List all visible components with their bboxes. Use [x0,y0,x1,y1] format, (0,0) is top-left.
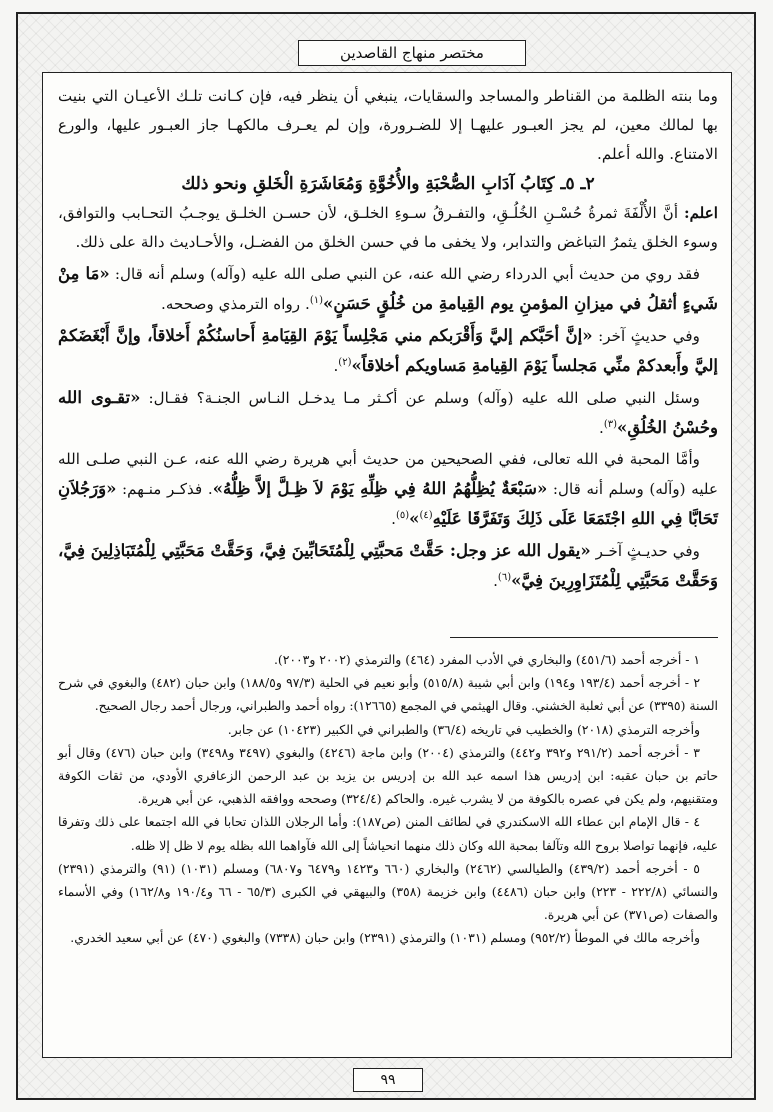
paragraph-7: وفي حديـثٍ آخـر «يقول الله عز وجل: حَقَّتْ مَحبَّتِي لِلْمُتَحَابِّينَ فِيَّ، وَحَقَّتْ مَحَبَّتِي لِلْمُتَبَاذِلِينَ فِيَّ، وَحَقَّتْ مَحَبَّتِي لِلْمُتَزَاوِرِينَ فِيَّ»$^{(٦)}$. [58,541,718,590]
page-number-box [353,1068,423,1092]
paragraph-2 [58,199,718,257]
footnote-5-continued: وأخرجه مالك في الموطأ (٩٥٢/٢) ومسلم (١٠٣١) والترمذي (٢٣٩١) وابن حبان (٧٣٣٨) والبغوي (٤٧٠) عن أبي سعيد الخدري. [70,930,700,946]
footnote-4: ٤ - قال الإمام ابن عطاء الله الاسكندري في لطائف المنن (ص١٨٧): وأما الرجلان اللذان تحابا في الله اجتمعا على ذلك وتفرقا عليه، فإنهما تواصلا بروح الله وتآلفا بمحبة الله وكان ذلك منهما انحياشاً إلى الله فآواهما الله بظله يوم لا ظل إلا ظله. [58,814,718,853]
paragraph-4: وفي حديثٍ آخر: «إنَّ أحَبَّكم إليَّ وَأَقْرَبكم مني مَجْلِساً يَوْمَ القِيَامةِ أَحاسنُكُمْ أَخلاقاً، وإنَّ أَبْغَضَكمْ إليَّ وأَبعدكمْ منِّي مَجلساً يَوْمَ القِيامةِ مَساويكم أخلاقاً»$^{(٢)}$. [58,326,718,375]
paragraph-3-text: فقد روي من حديث أبي الدرداء رضي الله عنه، عن النبي صلى الله عليه (وآله) وسلم أنه قال: [114,265,700,283]
footnote-separator [450,637,718,638]
chapter-heading: ٢ـ ٥ـ كِتَابُ آدَابِ الصُّحْبَةِ والأُخُوَّةِ وَمُعَاشَرَةِ الْخَلقِ ونحو ذلك [181,174,595,194]
paragraph-5: وسئل النبي صلى الله عليه (وآله) وسلم عن أكـثر مـا يدخـل النـاس الجنـة؟ فقـال: «تقـوى الله وحُسْنُ الخُلُقِ»$^{(٣)}$. [58,388,718,437]
hadith-quote-5-end: » [409,509,420,528]
hadith-quote-5: «وَرَجُلاَنِ تَحَابَّا فِي اللهِ اجْتَمَعَا عَلَى ذَلِكَ وَتَفَرَّقَا عَلَيْهِ [58,479,718,528]
hadith-quote-1: «مَا مِنْ شَيءٍ أثقلُ في ميزانِ المؤمنِ يوم القِيامةِ من خُلُقٍ حَسَنٍ» [58,264,718,313]
paragraph-7-text: وفي حديـثٍ آخـر [595,542,701,560]
hadith-quote-2: «إنَّ أحَبَّكم إليَّ وَأَقْرَبكم مني مَجْلِساً يَوْمَ القِيَامةِ أَحاسنُكُمْ أَخلاقاً، وإنَّ أَبْغَضَكمْ إليَّ وأَبعدكمْ منِّي مَجلساً يَوْمَ القِيامةِ مَساويكم أخلاقاً» [58,326,718,375]
footnote-2: ٢ - أخرجه أحمد (١٩٣/٤ و١٩٤) وابن أبي شيبة (٥١٥/٨) وأبو نعيم في الحلية (٩٧/٣ و١٨٨/٥) وابن حبان (٤٨٢) والبغوي في شرح السنة (٣٣٩٥) عن أبي ثعلبة الخشني. وقال الهيثمي في المجمع (١٢٦٦٥): رواه أحمد والطبراني، ورجال أحمد رجال الصحيح. [58,675,718,714]
footnotes [58,648,718,950]
main-text [58,82,718,598]
paragraph-2-text: أنَّ الأُلْفَةَ ثمرةُ حُسْـنِ الخُلُـقِ، والتفـرقُ سـوءِ الخلـق، لأن حسـن الخلـق يوجـبُ التحـابب والتوافق، وسوء الخلق يثمرُ التباغض والتدابر، ولا يخفى ما في حسن الخلق من الفضـل، والأحـاديث دالة على ذلك. [58,204,718,251]
footnote-ref-1: (١) [309,294,323,306]
paragraph-6: وأمَّا المحبة في الله تعالى، ففي الصحيحين من حديث أبي هريرة رضي الله عنه، عـن النبي صلـى الله عليه (وآله) وسلم أنه قال: «سَبْعَةٌ يُظِلُّهُمُ اللهُ فِي ظِلِّهِ يَوْمَ لاَ ظِـلَّ إلاَّ ظِلُّهُ». فذكـر منـهم: «وَرَجُلاَنِ تَحَابَّا فِي اللهِ اجْتَمَعَا عَلَى ذَلِكَ وَتَفَرَّقَا عَلَيْهِ$^{(٤)}$»$^{(٥)}$. [58,450,719,528]
paragraph-3-tail: . رواه الترمذي وصححه. [161,295,310,313]
paragraph-6-text: وأمَّا المحبة في الله تعالى، ففي الصحيحين من حديث أبي هريرة رضي الله عنه، عـن النبي صلـى الله عليه (وآله) وسلم أنه قال: [58,450,719,498]
footnote-ref-4: (٤) [419,509,433,521]
footnote-1: ١ - أخرجه أحمد (٤٥١/٦) والبخاري في الأدب المفرد (٤٦٤) والترمذي (٢٠٠٢ و٢٠٠٣). [273,652,700,667]
paragraph-2-lead: اعلم: [683,204,718,222]
paragraph-1: وما بنته الظلمة من القناطر والمساجد والسقايات، ينبغي أن ينظر فيه، فإن كـانت تلـك الأعيـان التي بنيت بها لمالك معين، لم يجز العبـور عليهـا إلا للضـرورة، وإن لم يعـرف مالكهـا جاز العبـور عليها، والورع الامتناع. والله أعلم. [58,87,718,163]
footnote-ref-5: (٥) [395,509,410,521]
paragraph-6-text-2: . فذكـر منـهم: [122,480,213,498]
footnote-5: ٥ - أخرجه أحمد (٤٣٩/٢) والطيالسي (٢٤٦٢) والبخاري (٦٦٠ و١٤٢٣ و٦٤٧٩ و٦٨٠٧) ومسلم (١٠٣١) (٩١) والترمذي (٢٣٩١) والنسائي (٢٢٢/٨ - ٢٢٣) وابن حبان (٤٤٨٦) وابن خزيمة (٣٥٨) والبيهقي في الكبرى (٦٥/٣ - ٦٦ و١٩٠/٤ و١٦٢/٨) وفي الأسماء والصفات (ص٣٧١) عن أبي هريرة. [58,860,718,923]
paragraph-4-text: وفي حديثٍ آخر: [598,327,701,345]
paragraph-5-text: وسئل النبي صلى الله عليه (وآله) وسلم عن أكـثر مـا يدخـل النـاس الجنـة؟ فقـال: [148,389,700,407]
book-title: مختصر منهاج القاصدين [340,44,484,62]
footnote-ref-2: (٢) [338,356,352,368]
footnote-2-continued: وأخرجه الترمذي (٢٠١٨) والخطيب في تاريخه (٣٦/٤) والطبراني في الكبير (١٠٤٢٣) عن جابر. [227,721,700,737]
footnote-ref-3: (٣) [603,418,617,430]
hadith-quote-6: «يقول الله عز وجل: حَقَّتْ مَحبَّتِي لِلْمُتَحَابِّينَ فِيَّ، وَحَقَّتْ مَحَبَّتِي لِلْمُتَبَاذِلِينَ فِيَّ، وَحَقَّتْ مَحَبَّتِي لِلْمُتَزَاوِرِينَ فِيَّ» [58,541,718,590]
running-header [298,40,526,66]
hadith-quote-4: «سَبْعَةٌ يُظِلُّهُمُ اللهُ فِي ظِلِّهِ يَوْمَ لاَ ظِـلَّ إلاَّ ظِلُّهُ» [212,479,548,498]
page-number: ٩٩ [380,1072,396,1088]
hadith-quote-3: «تقـوى الله وحُسْنُ الخُلُقِ» [58,388,718,437]
paragraph-3 [58,259,718,319]
footnote-3: ٣ - أخرجه أحمد (٢٩١/٢ و٣٩٢ و٤٤٢) والترمذي (٢٠٠٤) وابن ماجة (٤٢٤٦) والبغوي (٣٤٩٧ و٣٤٩٨) وابن حبان (٤٧٦) وقال أبو حاتم بن حبان عقبه: ابن إدريس هذا اسمه عبد الله بن إدريس بن يزيد بن عبد الرحمن الزعافري الأودي، من ثقات الكوفة ومتقنيهم، ولم يكن في عصره بالكوفة من لا يشرب غيره. والحاكم (٣٢٤/٤) وصححه ووافقه الذهبي، عن أبي هريرة. [58,744,718,807]
footnote-ref-6: (٦) [497,571,512,583]
